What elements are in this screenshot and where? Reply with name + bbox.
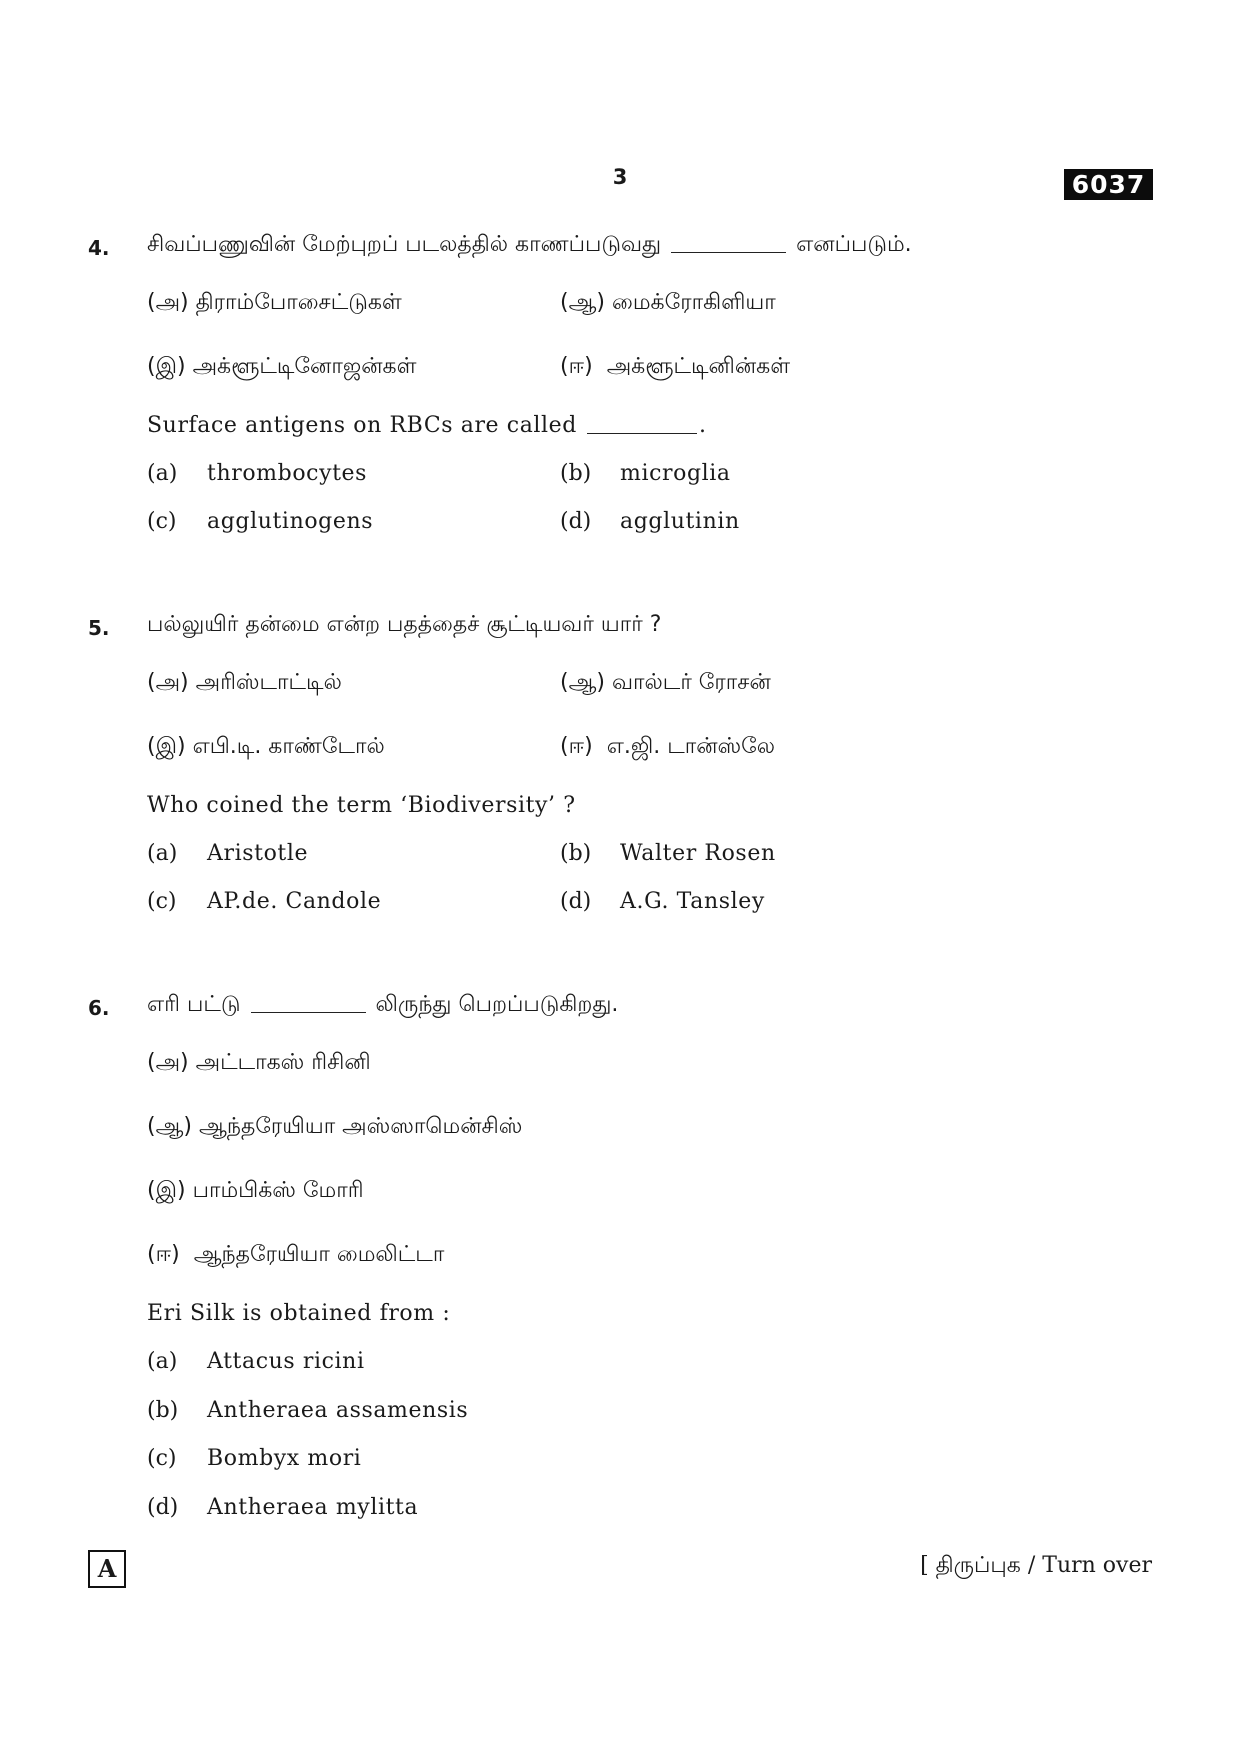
question-number: 6. (88, 996, 110, 1020)
paper-code-badge: 6037 (1064, 169, 1153, 200)
option-text: microglia (620, 461, 731, 486)
option-tamil-b (147, 1114, 522, 1142)
option-label: (இ) (147, 734, 186, 759)
option-text: ஆந்தரேயியா மைலிட்டா (193, 1242, 445, 1267)
option-label: (d) (147, 1495, 179, 1520)
option-label: (d) (560, 889, 592, 914)
option-tamil-a (147, 670, 342, 698)
option-label: (இ) (147, 354, 186, 379)
option-tamil-d (560, 354, 790, 382)
option-tamil-d (147, 1242, 444, 1270)
option-text: Walter Rosen (620, 841, 776, 866)
option-tamil-b (560, 290, 776, 318)
option-tamil-c (147, 734, 385, 762)
question-text-part: எரி பட்டு (147, 992, 241, 1017)
option-text: எபி.டி. காண்டோல் (192, 734, 385, 759)
question-text-tamil (147, 992, 618, 1020)
option-tamil-a (147, 1050, 371, 1078)
option-text: thrombocytes (207, 461, 368, 486)
option-label: (b) (560, 841, 592, 866)
option-label: (c) (147, 889, 177, 914)
option-label: (ஆ) (560, 670, 605, 695)
question-text-tamil: பல்லுயிர் தன்மை என்ற பதத்தைச் சூட்டியவர் யார் ? (147, 612, 662, 637)
option-text: Antheraea mylitta (207, 1495, 419, 1520)
question-number: 4. (88, 236, 110, 260)
option-tamil-c (147, 1178, 364, 1206)
option-label: (அ) (147, 290, 189, 315)
option-label: (b) (560, 461, 592, 486)
answer-blank (251, 1012, 366, 1013)
option-text: agglutinin (620, 509, 740, 534)
option-text: வால்டர் ரோசன் (612, 670, 771, 695)
option-text: மைக்ரோகிளியா (612, 290, 776, 315)
option-label: (ஈ) (560, 734, 593, 759)
series-letter-box: A (88, 1550, 126, 1588)
option-text: திராம்போசைட்டுகள் (195, 290, 402, 315)
option-label: (a) (147, 1349, 178, 1374)
option-text: A.G. Tansley (620, 889, 765, 914)
turn-over-note: [ திருப்புக / Turn over (920, 1553, 1152, 1578)
option-text: AP.de. Candole (207, 889, 382, 914)
question-text-part: லிருந்து பெறப்படுகிறது. (375, 992, 619, 1017)
question-text-part: . (699, 413, 707, 438)
option-text: எ.ஜி. டான்ஸ்லே (606, 734, 776, 759)
option-label: (அ) (147, 670, 189, 695)
question-number: 5. (88, 616, 110, 640)
answer-blank (671, 252, 786, 253)
option-text: Aristotle (207, 841, 309, 866)
option-text: ஆந்தரேயியா அஸ்ஸாமென்சிஸ் (199, 1114, 523, 1139)
question-text-part: Surface antigens on RBCs are called (147, 413, 577, 438)
option-label: (ஈ) (560, 354, 593, 379)
option-label: (b) (147, 1398, 179, 1423)
option-text: agglutinogens (207, 509, 374, 534)
option-text: அரிஸ்டாட்டில் (195, 670, 342, 695)
question-text-part: சிவப்பணுவின் மேற்புறப் படலத்தில் காணப்படுவது (147, 232, 662, 257)
option-tamil-d (560, 734, 775, 762)
option-label: (c) (147, 509, 177, 534)
option-label: (d) (560, 509, 592, 534)
option-label: (ஆ) (560, 290, 605, 315)
question-text-english: Who coined the term ‘Biodiversity’ ? (147, 793, 576, 818)
option-text: Attacus ricini (207, 1349, 365, 1374)
option-label: (a) (147, 461, 178, 486)
question-text-tamil (147, 232, 912, 260)
option-text: பாம்பிக்ஸ் மோரி (192, 1178, 364, 1203)
option-text: அட்டாகஸ் ரிசினி (195, 1050, 371, 1075)
question-text-part: எனப்படும். (796, 232, 912, 257)
answer-blank (587, 433, 697, 434)
option-text: அக்ளூட்டினோஜன்கள் (192, 354, 417, 379)
option-label: (இ) (147, 1178, 186, 1203)
page-number: 3 (612, 165, 628, 189)
question-text-english: Eri Silk is obtained from : (147, 1301, 451, 1326)
option-label: (அ) (147, 1050, 189, 1075)
option-text: அக்ளூட்டினின்கள் (606, 354, 791, 379)
option-label: (c) (147, 1446, 177, 1471)
option-label: (a) (147, 841, 178, 866)
option-text: Bombyx mori (207, 1446, 362, 1471)
question-text-english (147, 413, 707, 438)
option-text: Antheraea assamensis (207, 1398, 469, 1423)
option-tamil-c (147, 354, 416, 382)
option-label: (ஈ) (147, 1242, 180, 1267)
option-label: (ஆ) (147, 1114, 192, 1139)
option-tamil-a (147, 290, 402, 318)
option-tamil-b (560, 670, 771, 698)
